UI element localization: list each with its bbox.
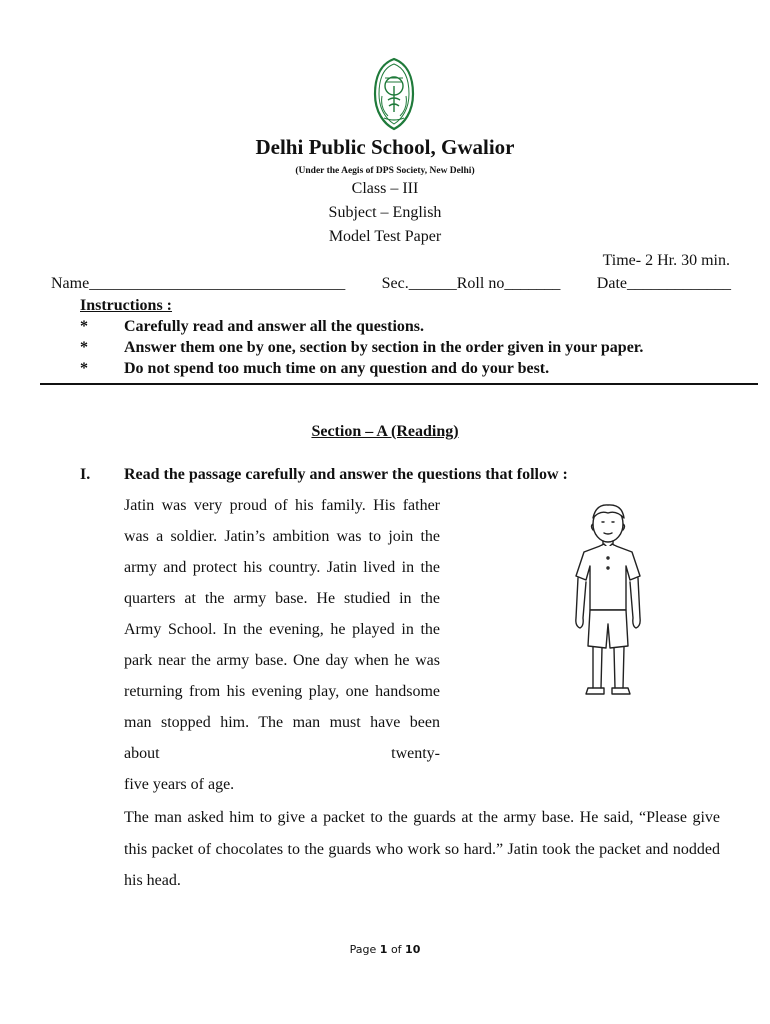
instruction-item: * Answer them one by one, section by section in the order given in your paper. bbox=[80, 339, 644, 356]
paper-type: Model Test Paper bbox=[328, 228, 442, 245]
student-details-line bbox=[51, 275, 731, 293]
school-name: Delhi Public School, Gwalior bbox=[255, 135, 515, 159]
bullet: * bbox=[80, 318, 88, 335]
passage-paragraph: The man asked him to give a packet to the guards at the army base. He said, “Please give this packet of chocolates to the guards who work so hard.” Jatin took the packet and nodded his head. bbox=[124, 809, 720, 889]
class-line: Class – III bbox=[351, 180, 419, 197]
question-text: Read the passage carefully and answer the questions that follow : bbox=[124, 466, 568, 483]
section-roll-field: Sec.______Roll no_______ bbox=[381, 275, 561, 292]
divider bbox=[40, 383, 758, 385]
subject-line: Subject – English bbox=[328, 204, 442, 221]
bullet: * bbox=[80, 360, 88, 377]
time-allowed: Time- 2 Hr. 30 min. bbox=[602, 252, 730, 269]
section-title: Section – A (Reading) bbox=[311, 423, 459, 440]
boy-illustration-icon bbox=[566, 500, 650, 708]
question-number: I. bbox=[80, 466, 91, 483]
date-field: Date_____________ bbox=[596, 275, 731, 292]
name-field: Name________________________________ bbox=[51, 275, 346, 292]
school-crest-icon bbox=[370, 56, 418, 132]
instruction-item: * Do not spend too much time on any question and do your best. bbox=[80, 360, 550, 377]
page-number: Page 1 of 10 bbox=[349, 943, 421, 956]
bullet: * bbox=[80, 339, 88, 356]
instruction-item: * Carefully read and answer all the questions. bbox=[80, 318, 425, 335]
instructions-title: Instructions : bbox=[80, 297, 173, 314]
passage-paragraph: Jatin was very proud of his family. His father was a soldier. Jatin’s ambition was to join the army and protect his country. Jatin lived in the quarters at the army base. He studied in the Army School. In the evening, he played in the park near the army base. One day when he was returning from his evening play, one handsome man stopped him. The man must have been about twenty- five years of age. bbox=[124, 497, 440, 793]
aegis-line: (Under the Aegis of DPS Society, New Delhi) bbox=[295, 166, 475, 176]
